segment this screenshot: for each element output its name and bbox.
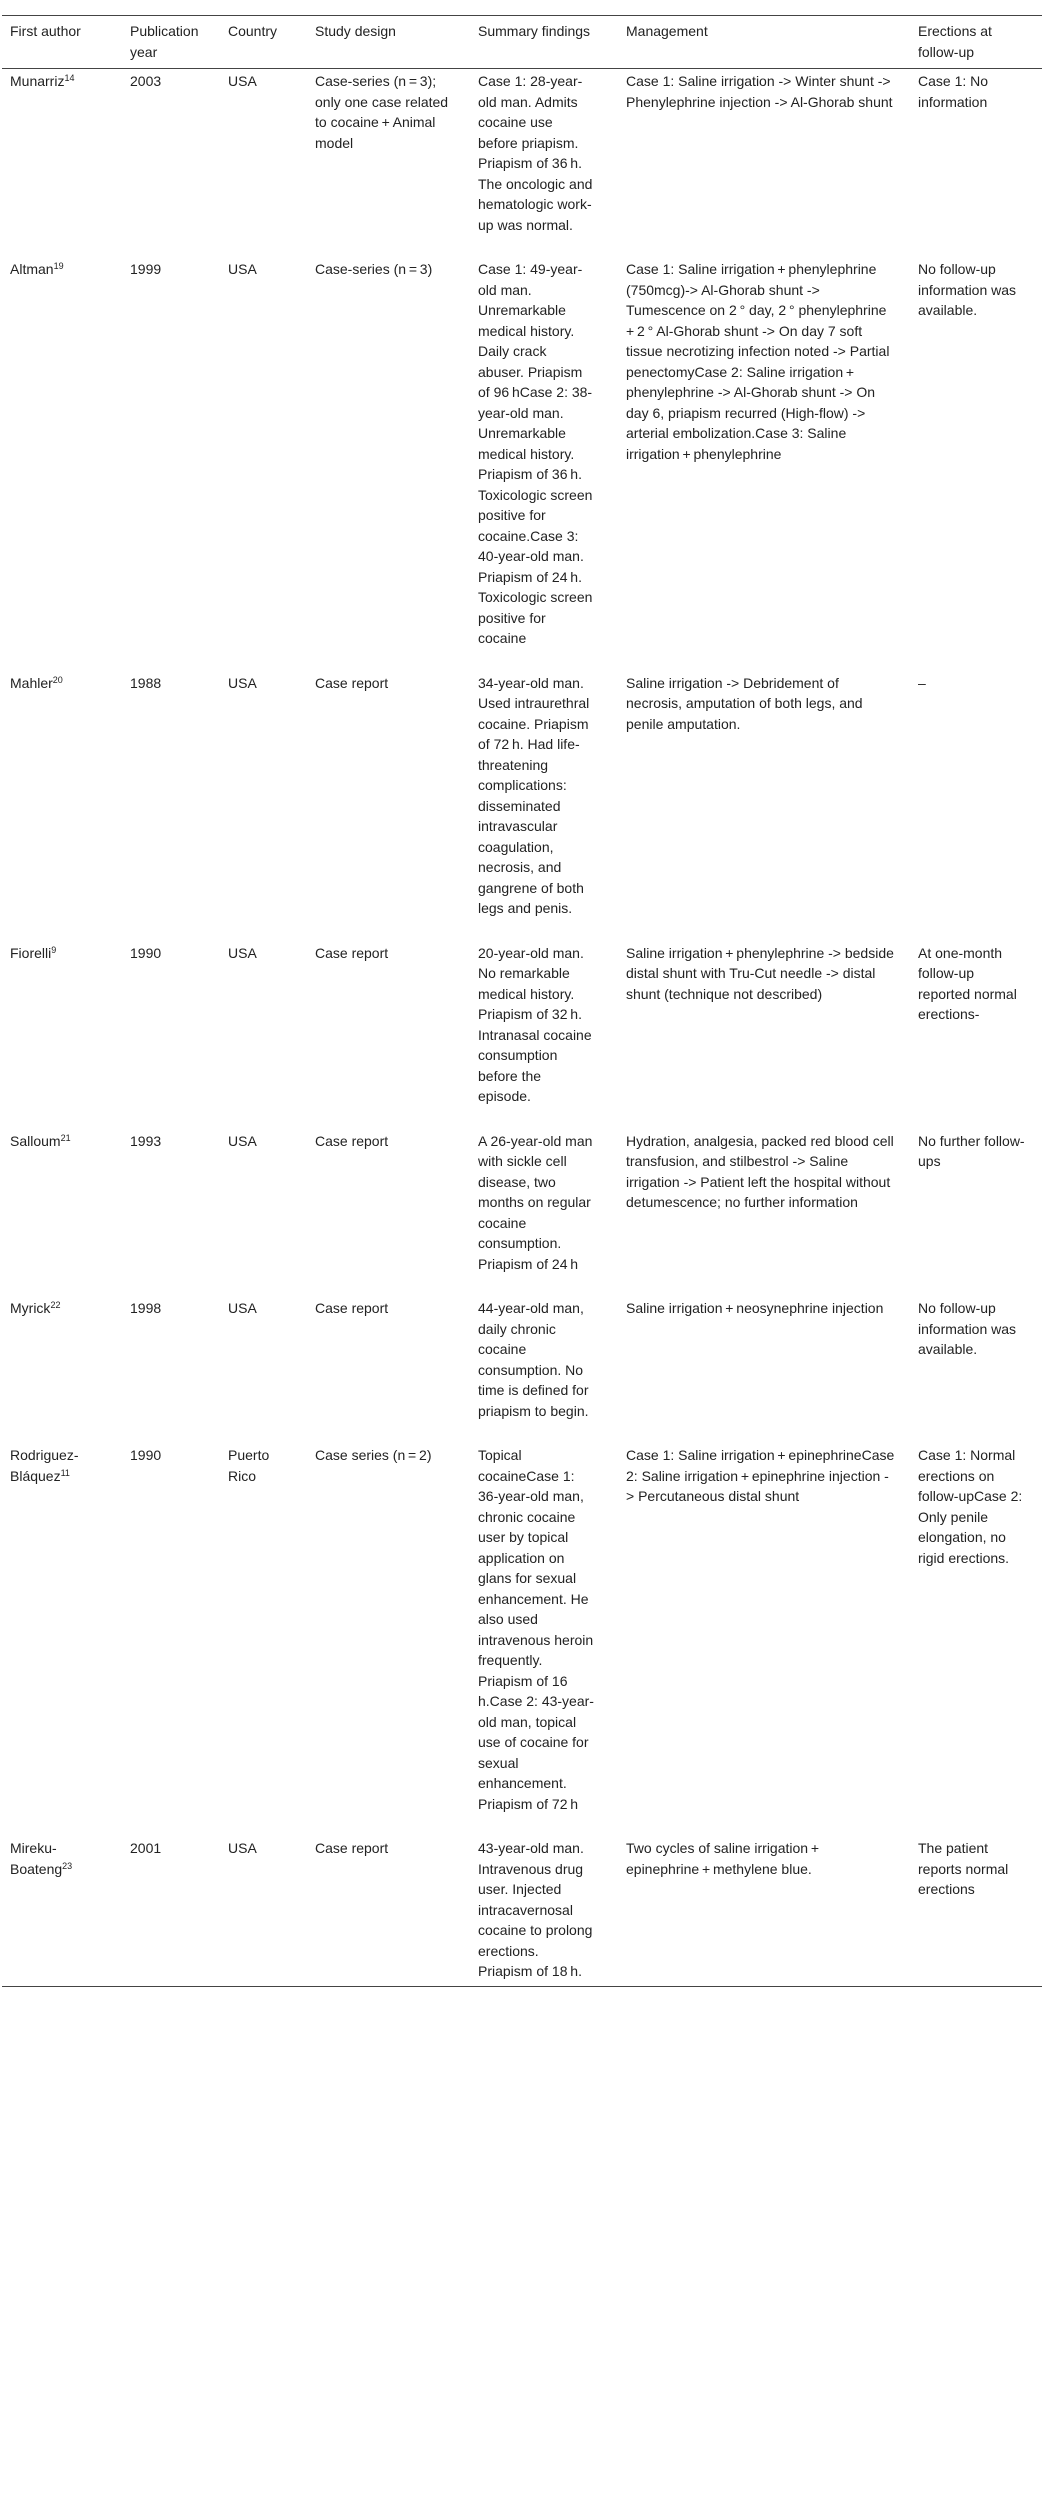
header-management: Management	[618, 16, 910, 69]
country-cell: USA	[228, 1300, 257, 1316]
year-cell: 2003	[130, 73, 162, 89]
table-header	[2, 16, 1042, 69]
author-cell	[2, 1837, 122, 1986]
author-cell	[2, 672, 122, 942]
findings-cell: Topical cocaineCase 1: 36-year-old man, chronic cocaine user by topical application on glans for sexual enhancement. He also used intravenous heroin frequently. Priapism of 16 h.Case 2: 43-year-old man, topical use of cocaine for sexual enhancement. Priapism of 72 h	[478, 1447, 594, 1812]
table-row	[2, 942, 1042, 1130]
findings-cell: A 26-year-old man with sickle cell disease, two months on regular cocaine consumption. Priapism of 24 h	[478, 1132, 593, 1272]
author-name: Mireku-Boateng	[10, 1840, 63, 1877]
erections-cell: Case 1: Normal erections on follow-upCase 2: Only penile elongation, no rigid erections.	[918, 1447, 1023, 1566]
author-name: Mahler	[10, 674, 53, 691]
author-name: Rodriguez-Bláquez	[10, 1447, 79, 1484]
country-cell: USA	[228, 674, 257, 691]
table-row	[2, 1297, 1042, 1444]
management-cell: Case 1: Saline irrigation + phenylephrine (750mcg)-> Al-Ghorab shunt -> Tumescence on 2 ° day, 2 ° phenylephrine + 2 ° Al-Ghorab shunt -> On day 7 soft tissue necrotizing infection noted -> Partial penectomyCase 2: Saline irrigation + phenylephrine -> Al-Ghorab shunt -> On day 6, priapism recurred (High-flow) -> arterial embolization.Case 3: Saline irrigation + phenylephrine	[626, 261, 890, 462]
erections-cell: –	[918, 674, 926, 691]
author-cell	[2, 942, 122, 1130]
findings-cell: 34-year-old man. Used intraurethral cocaine. Priapism of 72 h. Had life-threatening complications: disseminated intravascular coagulation, necrosis, and gangrene of both legs and penis.	[478, 674, 590, 916]
design-cell: Case-series (n = 3); only one case related to cocaine + Animal model	[315, 73, 449, 151]
country-cell: USA	[228, 261, 257, 277]
table-row	[2, 69, 1042, 259]
erections-cell: No further follow-ups	[918, 1132, 1025, 1169]
year-cell: 1990	[130, 944, 162, 961]
header-row	[2, 16, 1042, 69]
findings-cell: Case 1: 28-year-old man. Admits cocaine use before priapism. Priapism of 36 h. The oncologic and hematologic work-up was normal.	[478, 73, 593, 233]
management-cell: Saline irrigation + phenylephrine -> bedside distal shunt with Tru-Cut needle -> distal shunt (technique not described)	[626, 944, 894, 1002]
country-cell: USA	[228, 1132, 257, 1149]
management-cell: Case 1: Saline irrigation + epinephrineCase 2: Saline irrigation + epinephrine injection -> Percutaneous distal shunt	[626, 1447, 895, 1504]
author-cell	[2, 258, 122, 672]
design-cell: Case report	[315, 944, 389, 961]
design-cell: Case-series (n = 3)	[315, 261, 433, 277]
author-cell	[2, 69, 122, 259]
year-cell: 1990	[130, 1447, 162, 1463]
study-table	[2, 15, 1042, 1987]
management-cell: Case 1: Saline irrigation -> Winter shunt -> Phenylephrine injection -> Al-Ghorab shunt	[626, 73, 893, 110]
reference-number: 11	[60, 1467, 70, 1478]
reference-number: 21	[60, 1132, 71, 1143]
reference-number: 19	[53, 261, 64, 271]
header-summary-findings: Summary findings	[470, 16, 618, 69]
header-erections-follow-up: Erections at follow-up	[910, 16, 1042, 69]
findings-cell: 20-year-old man. No remarkable medical history. Priapism of 32 h. Intranasal cocaine consumption before the episode.	[478, 944, 592, 1104]
author-cell	[2, 1130, 122, 1298]
author-cell	[2, 1297, 122, 1444]
table-row	[2, 1837, 1042, 1986]
year-cell: 1999	[130, 261, 162, 277]
reference-number: 23	[62, 1860, 73, 1871]
design-cell: Case report	[315, 1132, 389, 1149]
header-publication-year: Publication year	[122, 16, 220, 69]
country-cell: USA	[228, 73, 257, 89]
design-cell: Case report	[315, 1840, 389, 1856]
reference-number: 9	[51, 944, 57, 955]
header-study-design: Study design	[307, 16, 470, 69]
erections-cell: Case 1: No information	[918, 73, 989, 110]
table-row	[2, 1444, 1042, 1837]
reference-number: 20	[52, 674, 63, 685]
management-cell: Two cycles of saline irrigation + epinephrine + methylene blue.	[626, 1840, 822, 1877]
author-name: Munarriz	[10, 73, 65, 89]
header-first-author: First author	[2, 16, 122, 69]
year-cell: 1998	[130, 1300, 162, 1316]
management-cell: Saline irrigation -> Debridement of necrosis, amputation of both legs, and penile amputation.	[626, 674, 863, 732]
design-cell: Case report	[315, 1300, 389, 1316]
erections-cell: The patient reports normal erections	[918, 1840, 1009, 1897]
country-cell: Puerto Rico	[228, 1447, 270, 1484]
table-row	[2, 1130, 1042, 1298]
findings-cell: Case 1: 49-year-old man. Unremarkable medical history. Daily crack abuser. Priapism of 96 hCase 2: 38-year-old man. Unremarkable medical history. Priapism of 36 h. Toxicologic screen positive for cocaine.Case 3: 40-year-old man. Priapism of 24 h. Toxicologic screen positive for cocaine	[478, 261, 593, 646]
author-cell	[2, 1444, 122, 1837]
table-row	[2, 258, 1042, 672]
header-country: Country	[220, 16, 307, 69]
design-cell: Case report	[315, 674, 389, 691]
findings-cell: 44-year-old man, daily chronic cocaine consumption. No time is defined for priapism to begin.	[478, 1300, 589, 1419]
author-name: Salloum	[10, 1132, 61, 1149]
reference-number: 22	[50, 1300, 61, 1310]
year-cell: 1988	[130, 674, 162, 691]
reference-number: 14	[64, 73, 75, 83]
country-cell: USA	[228, 1840, 257, 1856]
country-cell: USA	[228, 944, 257, 961]
erections-cell: No follow-up information was available.	[918, 1300, 1017, 1357]
management-cell: Hydration, analgesia, packed red blood cell transfusion, and stilbestrol -> Saline irrigation -> Patient left the hospital without detumescence; no further information	[626, 1132, 894, 1210]
design-cell: Case series (n = 2)	[315, 1447, 432, 1463]
findings-cell: 43-year-old man. Intravenous drug user. Injected intracavernosal cocaine to prolong erections. Priapism of 18 h.	[478, 1840, 593, 1979]
author-name: Myrick	[10, 1300, 51, 1316]
year-cell: 2001	[130, 1840, 162, 1856]
year-cell: 1993	[130, 1132, 162, 1149]
author-name: Altman	[10, 261, 54, 277]
erections-cell: At one-month follow-up reported normal erections-	[918, 944, 1017, 1022]
management-cell: Saline irrigation + neosynephrine injection	[626, 1300, 884, 1316]
author-name: Fiorelli	[10, 944, 52, 961]
erections-cell: No follow-up information was available.	[918, 261, 1017, 318]
table-row	[2, 672, 1042, 942]
table-body	[2, 69, 1042, 1987]
